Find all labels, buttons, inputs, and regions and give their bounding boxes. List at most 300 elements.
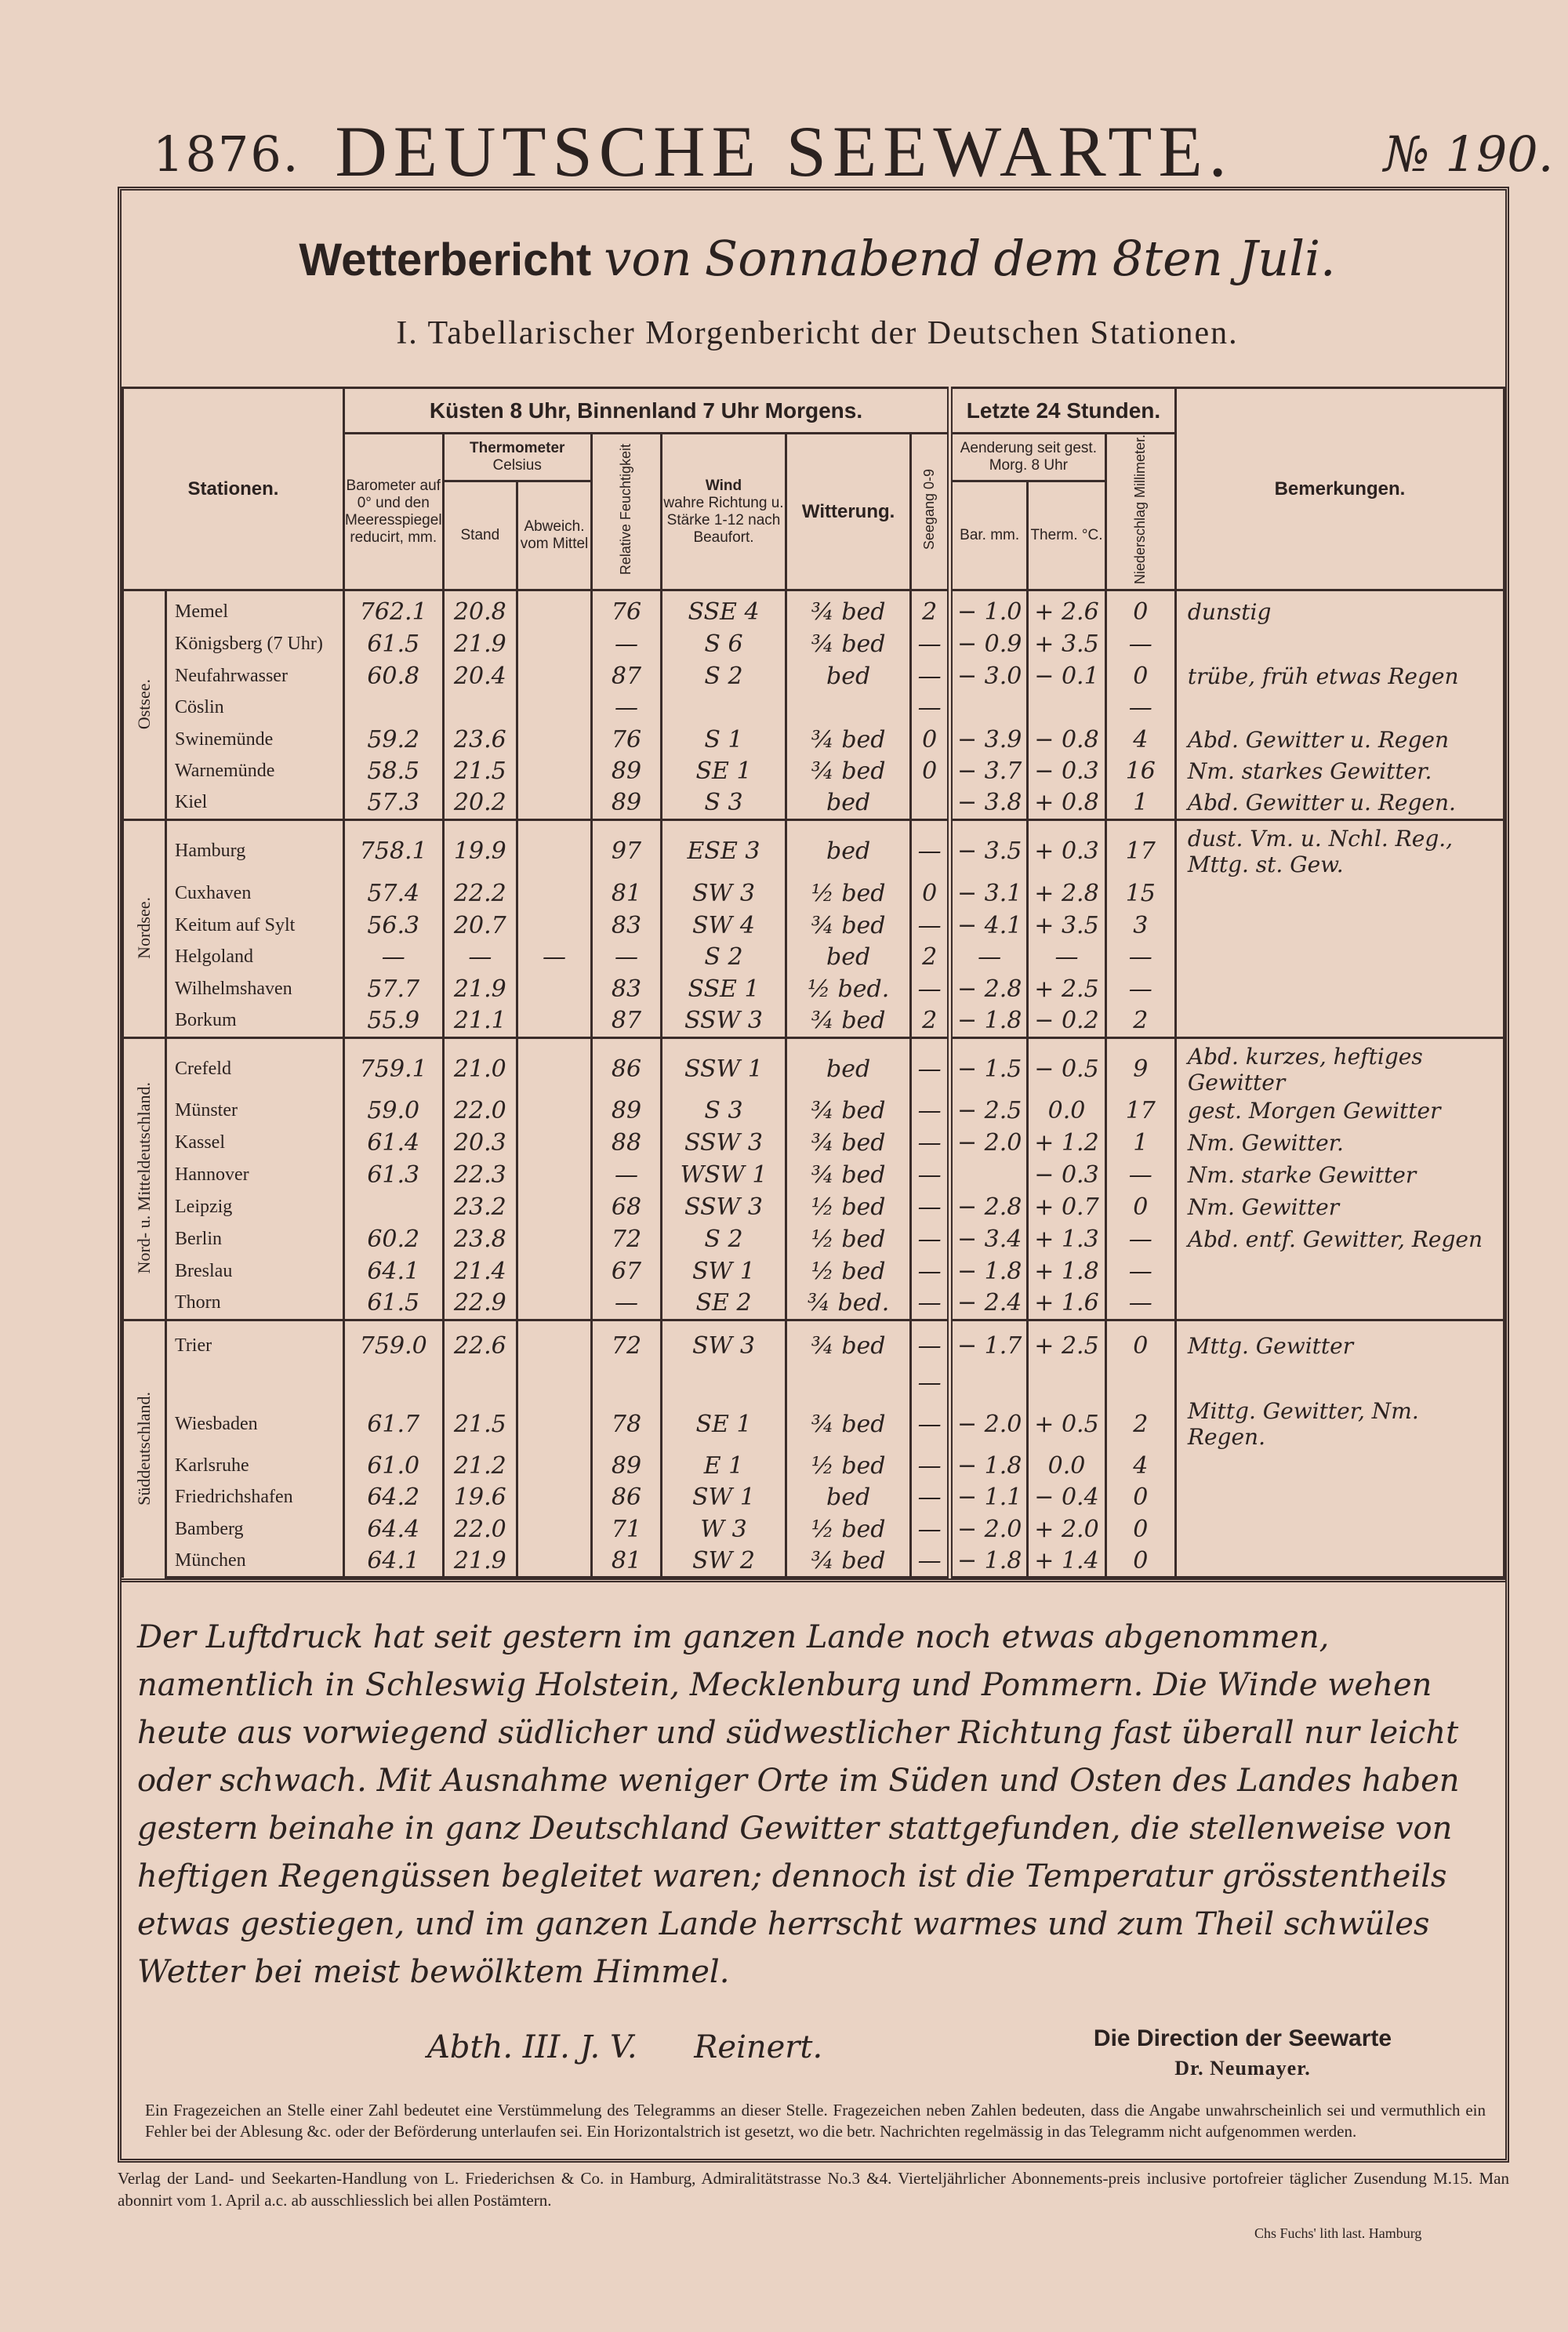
cell-deviation: [517, 1191, 592, 1223]
cell-wind: S 6: [662, 629, 786, 660]
cell-humidity: 76: [591, 590, 661, 629]
header-wind-sub: wahre Richtung u. Stärke 1-12 nach Beaufort.: [663, 494, 784, 546]
cell-remarks: [1175, 877, 1504, 910]
cell-temp: 20.4: [443, 660, 517, 692]
cell-seegang: —: [911, 660, 950, 692]
cell-wind: SW 4: [662, 910, 786, 942]
cell-precip: 17: [1105, 819, 1175, 877]
cell-delta-bar: − 4.1: [950, 910, 1028, 942]
header-therm: Therm. °C.: [1028, 481, 1105, 590]
cell-wind: SSE 1: [662, 973, 786, 1005]
station-name: Thorn: [166, 1288, 344, 1320]
cell-temp: 20.8: [443, 590, 517, 629]
cell-remarks: Abd. entf. Gewitter, Regen: [1175, 1223, 1504, 1255]
cell-wind: W 3: [662, 1513, 786, 1545]
station-name: Berlin: [166, 1223, 344, 1255]
station-name: Hamburg: [166, 819, 344, 877]
cell-wind: [662, 692, 786, 724]
header-stand: Stand: [443, 481, 517, 590]
cell-delta-temp: − 0.3: [1028, 1159, 1105, 1191]
cell-delta-bar: —: [950, 942, 1028, 973]
cell-delta-bar: [950, 1367, 1028, 1398]
cell-delta-temp: + 0.8: [1028, 787, 1105, 820]
cell-temp: 22.9: [443, 1288, 517, 1320]
cell-barometer: 759.0: [343, 1320, 443, 1367]
cell-remarks: [1175, 1288, 1504, 1320]
table-row: [123, 1288, 1504, 1320]
cell-weather: ¾ bed: [786, 1398, 910, 1450]
cell-seegang: —: [911, 910, 950, 942]
cell-seegang: —: [911, 1223, 950, 1255]
cell-barometer: [343, 1191, 443, 1223]
cell-delta-temp: —: [1028, 942, 1105, 973]
cell-barometer: 59.2: [343, 724, 443, 756]
station-name: Wilhelmshaven: [166, 973, 344, 1005]
table-row: [123, 756, 1504, 787]
cell-wind: SE 1: [662, 1398, 786, 1450]
cell-weather: ¾ bed: [786, 590, 910, 629]
cell-temp: —: [443, 942, 517, 973]
cell-temp: 21.2: [443, 1450, 517, 1481]
cell-humidity: 88: [591, 1127, 661, 1159]
cell-temp: [443, 692, 517, 724]
direction-name: Dr. Neumayer.: [1174, 2057, 1311, 2080]
header-abweich: Abweich. vom Mittel: [517, 481, 592, 590]
station-name: Cöslin: [166, 692, 344, 724]
table-row: [123, 1513, 1504, 1545]
cell-temp: 19.6: [443, 1481, 517, 1513]
cell-delta-temp: + 1.3: [1028, 1223, 1105, 1255]
station-name: Königsberg (7 Uhr): [166, 629, 344, 660]
cell-delta-bar: − 2.4: [950, 1288, 1028, 1320]
cell-deviation: [517, 1095, 592, 1127]
cell-temp: 22.0: [443, 1513, 517, 1545]
cell-deviation: [517, 1255, 592, 1288]
cell-delta-temp: − 0.3: [1028, 756, 1105, 787]
cell-humidity: [591, 1367, 661, 1398]
cell-remarks: Nm. starkes Gewitter.: [1175, 756, 1504, 787]
header-bar: Bar. mm.: [950, 481, 1028, 590]
cell-remarks: gest. Morgen Gewitter: [1175, 1095, 1504, 1127]
cell-barometer: 64.4: [343, 1513, 443, 1545]
cell-remarks: [1175, 1005, 1504, 1038]
cell-humidity: 67: [591, 1255, 661, 1288]
cell-delta-bar: − 3.0: [950, 660, 1028, 692]
cell-temp: 20.3: [443, 1127, 517, 1159]
station-name: Karlsruhe: [166, 1450, 344, 1481]
cell-humidity: 83: [591, 973, 661, 1005]
cell-temp: 22.3: [443, 1159, 517, 1191]
cell-delta-bar: − 1.5: [950, 1037, 1028, 1095]
cell-seegang: 2: [911, 590, 950, 629]
cell-temp: 21.1: [443, 1005, 517, 1038]
header-celsius: Celsius: [492, 456, 542, 474]
header-wind: [662, 434, 786, 590]
cell-weather: ¾ bed: [786, 910, 910, 942]
cell-humidity: —: [591, 942, 661, 973]
weather-table: [122, 387, 1505, 1578]
station-name: Kassel: [166, 1127, 344, 1159]
cell-delta-bar: − 2.8: [950, 1191, 1028, 1223]
cell-deviation: [517, 1005, 592, 1038]
cell-deviation: [517, 1513, 592, 1545]
cell-humidity: 71: [591, 1513, 661, 1545]
cell-humidity: 97: [591, 819, 661, 877]
cell-humidity: 72: [591, 1320, 661, 1367]
cell-delta-bar: − 1.8: [950, 1545, 1028, 1578]
cell-precip: —: [1105, 1288, 1175, 1320]
cell-weather: ½ bed: [786, 877, 910, 910]
cell-remarks: [1175, 1545, 1504, 1578]
cell-weather: ½ bed: [786, 1255, 910, 1288]
cell-delta-bar: − 1.1: [950, 1481, 1028, 1513]
cell-remarks: [1175, 1367, 1504, 1398]
cell-seegang: 2: [911, 942, 950, 973]
table-row: [123, 660, 1504, 692]
cell-precip: 1: [1105, 787, 1175, 820]
cell-remarks: [1175, 910, 1504, 942]
cell-barometer: 64.2: [343, 1481, 443, 1513]
cell-seegang: —: [911, 1481, 950, 1513]
cell-precip: 0: [1105, 590, 1175, 629]
cell-temp: 23.2: [443, 1191, 517, 1223]
cell-wind: S 2: [662, 1223, 786, 1255]
cell-weather: ¾ bed: [786, 756, 910, 787]
table-row: [123, 1191, 1504, 1223]
cell-weather: [786, 1367, 910, 1398]
cell-humidity: 68: [591, 1191, 661, 1223]
cell-delta-bar: − 2.8: [950, 973, 1028, 1005]
cell-wind: E 1: [662, 1450, 786, 1481]
cell-delta-temp: + 0.3: [1028, 819, 1105, 877]
cell-remarks: [1175, 1481, 1504, 1513]
region-name: Nordsee.: [134, 896, 154, 959]
cell-remarks: [1175, 1450, 1504, 1481]
cell-delta-bar: [950, 1159, 1028, 1191]
cell-barometer: 60.8: [343, 660, 443, 692]
cell-barometer: 55.9: [343, 1005, 443, 1038]
cell-remarks: Nm. Gewitter.: [1175, 1127, 1504, 1159]
cell-wind: S 3: [662, 787, 786, 820]
cell-weather: ¾ bed: [786, 1127, 910, 1159]
cell-barometer: 762.1: [343, 590, 443, 629]
cell-humidity: 87: [591, 660, 661, 692]
cell-weather: ¾ bed: [786, 629, 910, 660]
cell-delta-bar: − 1.8: [950, 1255, 1028, 1288]
cell-barometer: 61.0: [343, 1450, 443, 1481]
cell-humidity: —: [591, 629, 661, 660]
cell-wind: S 2: [662, 942, 786, 973]
cell-weather: bed: [786, 787, 910, 820]
station-name: München: [166, 1545, 344, 1578]
cell-delta-bar: − 1.0: [950, 590, 1028, 629]
issue-number: № 190.: [1384, 125, 1554, 183]
cell-precip: 2: [1105, 1398, 1175, 1450]
cell-wind: SE 2: [662, 1288, 786, 1320]
cell-deviation: [517, 1223, 592, 1255]
cell-delta-bar: − 1.8: [950, 1005, 1028, 1038]
report-title-von: von: [604, 230, 692, 287]
cell-deviation: [517, 973, 592, 1005]
cell-wind: SW 3: [662, 1320, 786, 1367]
station-name: [166, 1367, 344, 1398]
cell-weather: ¾ bed: [786, 1159, 910, 1191]
cell-deviation: [517, 590, 592, 629]
cell-deviation: [517, 1481, 592, 1513]
cell-wind: S 3: [662, 1095, 786, 1127]
cell-wind: S 2: [662, 660, 786, 692]
cell-weather: ¾ bed: [786, 1005, 910, 1038]
masthead-title: DEUTSCHE SEEWARTE.: [335, 111, 1233, 191]
table-row: [123, 942, 1504, 973]
cell-wind: SW 1: [662, 1255, 786, 1288]
cell-seegang: [911, 787, 950, 820]
cell-precip: 3: [1105, 910, 1175, 942]
year: 1876.: [153, 125, 300, 183]
cell-weather: ¾ bed: [786, 1545, 910, 1578]
cell-temp: 20.7: [443, 910, 517, 942]
cell-delta-bar: − 3.5: [950, 819, 1028, 877]
cell-precip: 4: [1105, 1450, 1175, 1481]
cell-weather: bed: [786, 819, 910, 877]
cell-delta-bar: − 2.0: [950, 1127, 1028, 1159]
table-row: [123, 1223, 1504, 1255]
cell-delta-temp: + 2.5: [1028, 1320, 1105, 1367]
table-row: [123, 1127, 1504, 1159]
cell-remarks: Abd. Gewitter u. Regen: [1175, 724, 1504, 756]
table-row: [123, 787, 1504, 820]
header-remarks: Bemerkungen.: [1175, 388, 1504, 590]
station-name: Kiel: [166, 787, 344, 820]
cell-delta-temp: 0.0: [1028, 1095, 1105, 1127]
cell-humidity: 89: [591, 1095, 661, 1127]
cell-seegang: —: [911, 1037, 950, 1095]
table-row: [123, 1545, 1504, 1578]
cell-delta-temp: − 0.1: [1028, 660, 1105, 692]
cell-wind: [662, 1367, 786, 1398]
table-row: [123, 1398, 1504, 1450]
cell-deviation: [517, 1545, 592, 1578]
cell-remarks: Mittg. Gewitter, Nm. Regen.: [1175, 1398, 1504, 1450]
cell-delta-temp: − 0.4: [1028, 1481, 1105, 1513]
cell-wind: ESE 3: [662, 819, 786, 877]
cell-deviation: [517, 819, 592, 877]
cell-deviation: [517, 1367, 592, 1398]
cell-seegang: —: [911, 1320, 950, 1367]
cell-seegang: —: [911, 1127, 950, 1159]
cell-precip: 0: [1105, 1513, 1175, 1545]
cell-temp: 23.6: [443, 724, 517, 756]
cell-precip: 15: [1105, 877, 1175, 910]
cell-delta-bar: − 1.8: [950, 1450, 1028, 1481]
cell-deviation: [517, 1398, 592, 1450]
cell-precip: 0: [1105, 1545, 1175, 1578]
cell-seegang: —: [911, 1367, 950, 1398]
station-name: Memel: [166, 590, 344, 629]
summary-section: [122, 1578, 1505, 2163]
cell-humidity: 89: [591, 756, 661, 787]
cell-remarks: Nm. Gewitter: [1175, 1191, 1504, 1223]
cell-humidity: 72: [591, 1223, 661, 1255]
cell-wind: SSW 3: [662, 1005, 786, 1038]
cell-temp: 21.9: [443, 1545, 517, 1578]
cell-precip: —: [1105, 629, 1175, 660]
cell-deviation: [517, 756, 592, 787]
station-name: Hannover: [166, 1159, 344, 1191]
region-name: Ostsee.: [134, 678, 154, 729]
cell-delta-temp: − 0.8: [1028, 724, 1105, 756]
table-row: [123, 1255, 1504, 1288]
region-name: Süddeutschland.: [134, 1391, 154, 1506]
cell-wind: SW 2: [662, 1545, 786, 1578]
cell-barometer: 57.7: [343, 973, 443, 1005]
cell-delta-temp: + 2.8: [1028, 877, 1105, 910]
cell-humidity: —: [591, 1288, 661, 1320]
cell-precip: 2: [1105, 1005, 1175, 1038]
cell-seegang: —: [911, 1288, 950, 1320]
cell-barometer: [343, 692, 443, 724]
cell-barometer: 60.2: [343, 1223, 443, 1255]
cell-barometer: 61.5: [343, 629, 443, 660]
cell-wind: SSW 1: [662, 1037, 786, 1095]
cell-delta-temp: 0.0: [1028, 1450, 1105, 1481]
cell-remarks: Abd. kurzes, heftiges Gewitter: [1175, 1037, 1504, 1095]
cell-deviation: [517, 629, 592, 660]
station-name: Breslau: [166, 1255, 344, 1288]
cell-barometer: 759.1: [343, 1037, 443, 1095]
cell-delta-temp: + 0.7: [1028, 1191, 1105, 1223]
cell-remarks: [1175, 692, 1504, 724]
cell-temp: [443, 1367, 517, 1398]
cell-remarks: trübe, früh etwas Regen: [1175, 660, 1504, 692]
header-niederschlag: [1105, 434, 1175, 590]
cell-temp: 21.9: [443, 973, 517, 1005]
cell-delta-bar: − 2.0: [950, 1398, 1028, 1450]
station-name: Warnemünde: [166, 756, 344, 787]
cell-deviation: [517, 1288, 592, 1320]
cell-seegang: —: [911, 629, 950, 660]
cell-barometer: 57.4: [343, 877, 443, 910]
cell-weather: ¾ bed.: [786, 1288, 910, 1320]
station-name: Leipzig: [166, 1191, 344, 1223]
cell-temp: 20.2: [443, 787, 517, 820]
cell-delta-bar: − 3.8: [950, 787, 1028, 820]
cell-precip: 0: [1105, 1481, 1175, 1513]
station-name: Crefeld: [166, 1037, 344, 1095]
header-stations: Stationen.: [123, 388, 344, 590]
cell-delta-temp: + 3.5: [1028, 910, 1105, 942]
footnote: Ein Fragezeichen an Stelle einer Zahl bedeutet eine Verstümmelung des Telegramms an dieser Stelle. Fragezeichen neben Zahlen bedeuten, dass die Angabe unwahrscheinlich sei und vermuthlich ein Fehler bei der Ablesung &c. oder der Beförderung unterlaufen sei. Ein Horizontalstrich ist gesetzt, wo die betr. Nachrichten regelmässig in das Telegramm nicht aufgenommen werden.: [145, 2101, 1486, 2141]
cell-weather: ½ bed: [786, 1223, 910, 1255]
cell-weather: ¾ bed: [786, 724, 910, 756]
cell-delta-temp: − 0.5: [1028, 1037, 1105, 1095]
cell-wind: S 1: [662, 724, 786, 756]
signature-name: Reinert.: [694, 2029, 823, 2065]
header-barometer: Barometer auf 0° und den Meeresspiegel reducirt, mm.: [343, 434, 443, 590]
cell-deviation: [517, 1037, 592, 1095]
cell-wind: SE 1: [662, 756, 786, 787]
cell-seegang: —: [911, 1450, 950, 1481]
direction-block: [1047, 2025, 1439, 2080]
cell-remarks: [1175, 1513, 1504, 1545]
cell-weather: ½ bed: [786, 1450, 910, 1481]
table-row: [123, 877, 1504, 910]
cell-seegang: —: [911, 1255, 950, 1288]
cell-seegang: —: [911, 1159, 950, 1191]
cell-seegang: —: [911, 973, 950, 1005]
cell-seegang: —: [911, 1398, 950, 1450]
cell-barometer: 61.4: [343, 1127, 443, 1159]
cell-remarks: dust. Vm. u. Nchl. Reg., Mttg. st. Gew.: [1175, 819, 1504, 877]
cell-barometer: —: [343, 942, 443, 973]
table-row: [123, 692, 1504, 724]
cell-deviation: [517, 1127, 592, 1159]
cell-deviation: [517, 1450, 592, 1481]
region-label: [123, 1320, 166, 1578]
report-title: [122, 230, 1513, 287]
cell-delta-temp: + 2.0: [1028, 1513, 1105, 1545]
cell-delta-temp: + 3.5: [1028, 629, 1105, 660]
table-row: [123, 973, 1504, 1005]
header-thermometer-title: Thermometer: [469, 439, 565, 456]
cell-delta-bar: − 1.7: [950, 1320, 1028, 1367]
cell-temp: 22.0: [443, 1095, 517, 1127]
report-title-day: Sonnabend: [704, 230, 982, 287]
cell-seegang: —: [911, 819, 950, 877]
cell-remarks: dunstig: [1175, 590, 1504, 629]
cell-temp: 22.6: [443, 1320, 517, 1367]
station-name: Helgoland: [166, 942, 344, 973]
cell-humidity: 87: [591, 1005, 661, 1038]
station-name: Trier: [166, 1320, 344, 1367]
cell-remarks: [1175, 942, 1504, 973]
cell-seegang: 0: [911, 877, 950, 910]
cell-humidity: 76: [591, 724, 661, 756]
cell-barometer: [343, 1367, 443, 1398]
table-row: [123, 1320, 1504, 1367]
header-last24: Letzte 24 Stunden.: [950, 388, 1176, 434]
cell-deviation: [517, 787, 592, 820]
cell-delta-temp: + 1.8: [1028, 1255, 1105, 1288]
cell-delta-bar: − 2.0: [950, 1513, 1028, 1545]
cell-delta-bar: − 2.5: [950, 1095, 1028, 1127]
cell-barometer: 61.7: [343, 1398, 443, 1450]
cell-deviation: [517, 1159, 592, 1191]
cell-precip: —: [1105, 692, 1175, 724]
report-title-date: 8ten Juli.: [1112, 230, 1336, 287]
cell-weather: ¾ bed: [786, 1095, 910, 1127]
cell-temp: 21.9: [443, 629, 517, 660]
header-witterung: Witterung.: [786, 434, 910, 590]
station-name: Bamberg: [166, 1513, 344, 1545]
cell-humidity: —: [591, 1159, 661, 1191]
table-row: [123, 1367, 1504, 1398]
cell-barometer: 64.1: [343, 1545, 443, 1578]
station-name: Borkum: [166, 1005, 344, 1038]
cell-remarks: Nm. starke Gewitter: [1175, 1159, 1504, 1191]
cell-barometer: 56.3: [343, 910, 443, 942]
header-niederschlag-label: Niederschlag Millimeter.: [1132, 434, 1149, 585]
cell-seegang: 0: [911, 724, 950, 756]
cell-weather: bed: [786, 660, 910, 692]
cell-wind: SW 3: [662, 877, 786, 910]
cell-barometer: 64.1: [343, 1255, 443, 1288]
region-label: [123, 1037, 166, 1320]
cell-remarks: Mttg. Gewitter: [1175, 1320, 1504, 1367]
table-row: [123, 1159, 1504, 1191]
cell-wind: SSW 3: [662, 1191, 786, 1223]
cell-deviation: [517, 692, 592, 724]
